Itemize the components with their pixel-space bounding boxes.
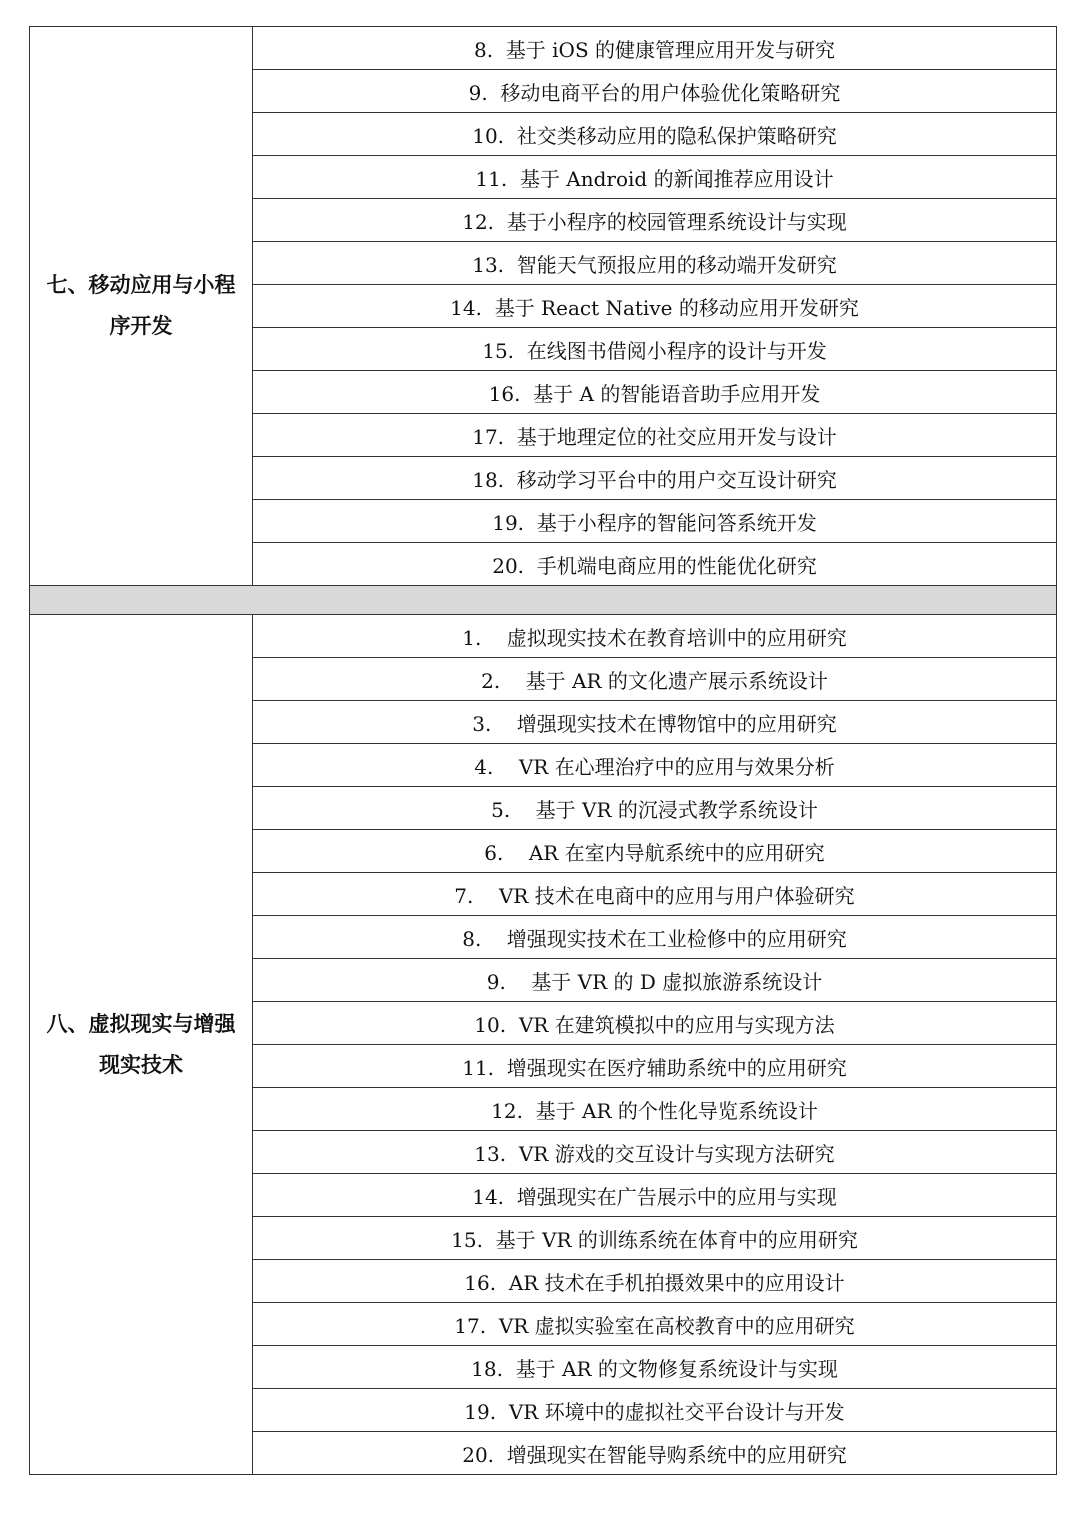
topic-title: 基于 AR 的文物修复系统设计与实现 [515,1356,838,1381]
topic-spacer [520,382,533,406]
topic-cell [253,1174,1057,1217]
topic-title: 基于 VR 的 D 虚拟旅游系统设计 [531,969,823,994]
topic-spacer [494,1443,507,1467]
section-separator [30,586,1057,615]
topic-title: 社交类移动应用的隐私保护策略研究 [516,123,837,148]
topic-cell [253,701,1057,744]
topic-cell [253,830,1057,873]
topic-cell [253,658,1057,701]
topic-title: 基于 AR 的文化遗产展示系统设计 [525,668,828,693]
topic-cell [253,744,1057,787]
topic-spacer [510,798,535,822]
topic-cell [253,242,1057,285]
topic-cell [253,70,1057,113]
topic-cell [253,371,1057,414]
topic-number: 17. [472,424,505,449]
topic-spacer [483,1228,496,1252]
topic-spacer [503,841,528,865]
topic-spacer [503,1357,516,1381]
topic-number: 6. [484,840,504,865]
topic-cell [253,1002,1057,1045]
topic-number: 14. [450,295,482,320]
topic-spacer [504,253,517,277]
topic-table-body [30,27,1057,1475]
topic-spacer [486,1314,499,1338]
topic-title: 增强现实在广告展示中的应用与实现 [516,1184,837,1209]
topic-cell [253,615,1057,658]
topic-number: 12. [462,209,495,234]
topic-cell [253,1432,1057,1475]
topic-number: 8. [462,926,482,951]
topic-number: 17. [454,1313,487,1338]
topic-number: 14. [472,1184,505,1209]
topic-number: 4. [474,754,494,779]
topic-spacer [507,167,520,191]
topic-title: VR 在建筑模拟中的应用与实现方法 [518,1012,835,1037]
topic-title: 移动学习平台中的用户交互设计研究 [516,467,837,492]
topic-spacer [494,1056,507,1080]
topic-title: 基于 Android 的新闻推荐应用设计 [519,166,834,191]
topic-spacer [504,1185,517,1209]
topic-number: 1. [462,625,482,650]
topic-number: 8. [473,37,494,62]
topic-cell [253,113,1057,156]
topic-number: 7. [454,883,474,908]
topic-title: 基于小程序的智能问答系统开发 [536,510,817,535]
topic-cell [253,543,1057,586]
topic-title: VR 环境中的虚拟社交平台设计与开发 [508,1399,845,1424]
topic-title: AR 技术在手机拍摄效果中的应用设计 [508,1270,845,1295]
category-cell: 七、移动应用与小程序开发 [30,27,253,586]
topic-number: 18. [472,467,505,492]
topic-title: 基于 A 的智能语音助手应用开发 [533,381,821,406]
topic-number: 16. [488,381,521,406]
topic-number: 20. [492,553,525,578]
topic-number: 18. [471,1356,503,1381]
topic-cell [253,873,1057,916]
topic-cell [253,787,1057,830]
topic-spacer [473,884,498,908]
topic-cell [253,1346,1057,1389]
topic-spacer [491,712,516,736]
topic-spacer [524,511,537,535]
topic-table [29,26,1057,1475]
table-row [30,615,1057,658]
topic-title: 基于 VR 的沉浸式教学系统设计 [535,797,818,822]
topic-cell [253,1131,1057,1174]
topic-spacer [504,468,517,492]
topic-title: 手机端电商应用的性能优化研究 [536,553,817,578]
topic-spacer [482,296,495,320]
section-separator-row [30,586,1057,615]
topic-title: 基于地理定位的社交应用开发与设计 [516,424,837,449]
topic-title: 基于 React Native 的移动应用开发研究 [494,295,859,320]
topic-number: 2. [481,668,501,693]
topic-spacer [514,339,527,363]
topic-spacer [493,755,518,779]
topic-number: 15. [482,338,515,363]
topic-spacer [506,1013,519,1037]
topic-spacer [481,927,506,951]
topic-spacer [524,554,537,578]
topic-title: VR 虚拟实验室在高校教育中的应用研究 [498,1313,855,1338]
topic-cell [253,1389,1057,1432]
topic-cell [253,1260,1057,1303]
topic-title: 在线图书借阅小程序的设计与开发 [526,338,827,363]
topic-spacer [506,970,531,994]
topic-cell [253,500,1057,543]
topic-spacer [496,1400,509,1424]
topic-cell [253,1088,1057,1131]
topic-title: 基于 iOS 的健康管理应用开发与研究 [505,37,836,62]
topic-cell [253,414,1057,457]
topic-number: 11. [462,1055,495,1080]
topic-spacer [504,124,517,148]
topic-number: 10. [472,123,505,148]
topic-number: 9. [468,80,488,105]
topic-cell [253,27,1057,70]
topic-cell [253,1045,1057,1088]
topic-cell [253,959,1057,1002]
topic-number: 20. [462,1442,495,1467]
topic-number: 9. [486,969,506,994]
topic-title: 移动电商平台的用户体验优化策略研究 [500,80,841,105]
topic-number: 19. [492,510,525,535]
topic-spacer [494,210,507,234]
topic-cell [253,1303,1057,1346]
topic-title: AR 在室内导航系统中的应用研究 [528,840,825,865]
topic-spacer [488,81,501,105]
topic-title: VR 技术在电商中的应用与用户体验研究 [498,883,855,908]
topic-cell [253,457,1057,500]
topic-number: 11. [475,166,508,191]
topic-title: 基于 AR 的个性化导览系统设计 [535,1098,818,1123]
topic-number: 13. [474,1141,507,1166]
topic-title: 智能天气预报应用的移动端开发研究 [516,252,837,277]
topic-cell [253,328,1057,371]
topic-title: 增强现实技术在工业检修中的应用研究 [506,926,847,951]
topic-number: 16. [464,1270,497,1295]
topic-number: 3. [472,711,492,736]
topic-cell [253,199,1057,242]
table-row [30,27,1057,70]
topic-title: VR 游戏的交互设计与实现方法研究 [518,1141,835,1166]
category-cell: 八、虚拟现实与增强现实技术 [30,615,253,1475]
topic-number: 12. [491,1098,523,1123]
topic-title: 增强现实在医疗辅助系统中的应用研究 [506,1055,847,1080]
topic-number: 13. [472,252,505,277]
topic-title: 基于小程序的校园管理系统设计与实现 [506,209,847,234]
topic-spacer [506,1142,519,1166]
topic-title: 增强现实在智能导购系统中的应用研究 [506,1442,847,1467]
topic-number: 5. [491,797,511,822]
topic-spacer [504,425,517,449]
topic-spacer [500,669,525,693]
topic-number: 10. [474,1012,507,1037]
topic-spacer [523,1099,536,1123]
topic-title: VR 在心理治疗中的应用与效果分析 [518,754,835,779]
topic-title: 增强现实技术在博物馆中的应用研究 [516,711,837,736]
topic-cell [253,916,1057,959]
topic-spacer [481,626,506,650]
topic-cell [253,1217,1057,1260]
topic-title: 基于 VR 的训练系统在体育中的应用研究 [495,1227,858,1252]
topic-title: 虚拟现实技术在教育培训中的应用研究 [506,625,847,650]
topic-cell [253,285,1057,328]
topic-spacer [496,1271,509,1295]
topic-number: 15. [451,1227,483,1252]
topic-spacer [493,38,506,62]
topic-cell [253,156,1057,199]
topic-number: 19. [464,1399,497,1424]
